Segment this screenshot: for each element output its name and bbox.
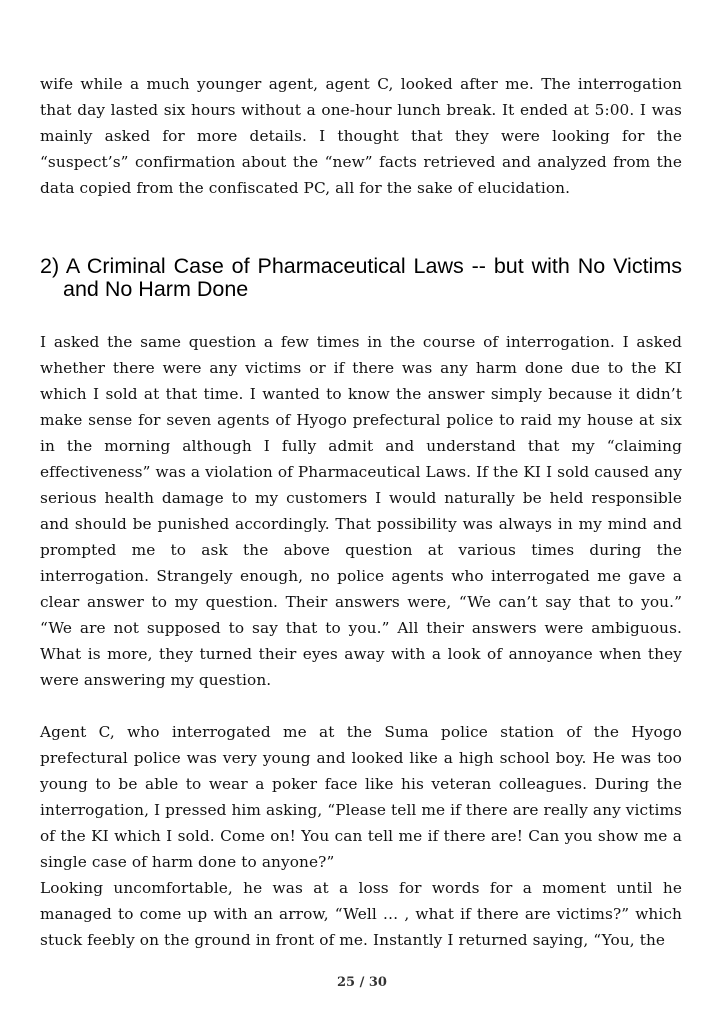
paragraph: Looking uncomfortable, he was at a loss for words for a moment until he managed to come up with an arrow, “Well … , what if there are victims?” which stuck feebly on the ground in front of me. Instantly I returned saying, “You, the [40,879,682,949]
document-page [40,71,682,971]
paragraph: I asked the same question a few times in the course of interrogation. I asked whether there were any victims or if there was any harm done due to the KI which I sold at that time. I wanted to know the answer simply because it didn’t make sense for seven agents of Hyogo prefectural police to raid my house at six in the morning although I fully admit and understand that my “claiming effectiveness” was a violation of Pharmaceutical Laws. If the KI I sold caused any serious health damage to my customers I would naturally be held responsible and should be punished accordingly. That possibility was always in my mind and prompted me to ask the above question at various times during the interrogation. Strangely enough, no police agents who interrogated me gave a clear answer to my question. Their answers were, “We can’t say that to you.” “We are not supposed to say that to you.” All their answers were ambiguous. What is more, they turned their eyes away with a look of annoyance when they were answering my question. [40,333,682,689]
section-heading: 2) A Criminal Case of Pharmaceutical Laws -- but with No Victims and No Harm Done [40,254,682,301]
page-number: 25 / 30 [337,975,387,990]
paragraph: wife while a much younger agent, agent C, looked after me. The interrogation that day lasted six hours without a one-hour lunch break. It ended at 5:00. I was mainly asked for more details. I thought that they were looking for the “suspect’s” confirmation about the “new” facts retrieved and analyzed from the data copied from the confiscated PC, all for the sake of elucidation. [40,75,682,197]
paragraph: Agent C, who interrogated me at the Suma police station of the Hyogo prefectural police was very young and looked like a high school boy. He was too young to be able to wear a poker face like his veteran colleagues. During the interrogation, I pressed him asking, “Please tell me if there are really any victims of the KI which I sold. Come on! You can tell me if there are! Can you show me a single case of harm done to anyone?” [40,723,682,871]
